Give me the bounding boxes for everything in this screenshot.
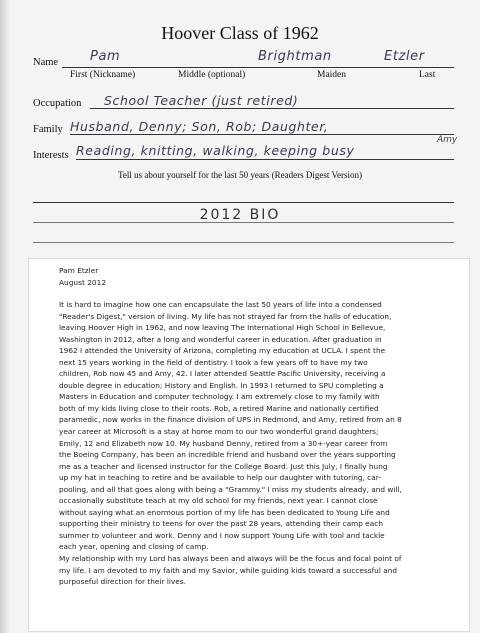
letter-author: Pam Etzler bbox=[59, 266, 99, 275]
last-sub-label: Last bbox=[419, 70, 436, 80]
letter-line: Washington in 2012, after a long and wonderful career in education. After graduation in bbox=[59, 334, 382, 344]
letter-line: It is hard to imagine how one can encapsulate the last 50 years of life into a condensed bbox=[59, 300, 382, 309]
letter-line: children, Rob now 45 and Amy, 42. I later attended Seattle Pacific University, receiving a bbox=[59, 369, 386, 379]
interests-line bbox=[76, 159, 454, 160]
family-extra-value: Amy bbox=[437, 135, 458, 145]
letter-line: up my hat in teaching to retire and be available to help our daughter with tutoring, car- bbox=[59, 473, 381, 483]
first-name-value: Pam bbox=[90, 49, 121, 64]
bio-handwritten-note: 2012 BIO bbox=[199, 207, 281, 223]
letter-line: both of my kids living close to their roots. Rob, a retired Marine and nationally certified bbox=[59, 403, 379, 413]
page-title: Hoover Class of 1962 bbox=[161, 23, 319, 43]
first-sub-label: First (Nickname) bbox=[70, 70, 136, 80]
letter-line: me as a teacher and licensed instructor for the College Board. Just this July, I finally hung bbox=[59, 461, 388, 471]
letter-line: my life. I am devoted to my faith and my Savior, while guiding kids toward a successful and bbox=[59, 565, 398, 575]
family-label: Family bbox=[33, 124, 63, 135]
letter-line: double degree in education; History and English. In 1993 I returned to SPU completing a bbox=[59, 380, 384, 390]
letter-line: 1962 I attended the University of Arizona, completing my education at UCLA. I spent the bbox=[59, 346, 386, 356]
family-value: Husband, Denny; Son, Rob; Daughter, bbox=[70, 119, 329, 134]
letter-line: Masters in Education and computer technology. I am extremely close to my family with bbox=[59, 392, 380, 402]
interests-value: Reading, knitting, walking, keeping busy bbox=[76, 143, 355, 158]
letter-line: each year, opening and closing of camp. bbox=[59, 542, 209, 552]
letter-line: paramedic, now works in the finance division of UPS in Redmond, and Amy, retired from an 8 bbox=[59, 415, 402, 425]
letter-body bbox=[59, 299, 467, 588]
letter-date: August 2012 bbox=[59, 278, 107, 287]
blank-line-3 bbox=[33, 242, 454, 243]
letter-line: Emily, 12 and Elizabeth now 10. My husband Denny, retired from a 30+-year career from bbox=[59, 438, 388, 448]
letter-line: year career at Microsoft is a stay at home mom to our two wonderful grand daughters; bbox=[59, 427, 379, 437]
letter-line: purposeful direction for their lives. bbox=[59, 577, 186, 587]
maiden-sub-label: Maiden bbox=[317, 70, 347, 80]
letter-line: "Reader's Digest," version of living. My life has not strayed far from the halls of education, bbox=[59, 311, 392, 321]
letter-line: pooling, and all that goes along with being a "Grammy." I miss my students already, and will, bbox=[59, 484, 402, 494]
interests-label: Interests bbox=[33, 150, 69, 161]
name-line bbox=[62, 67, 454, 68]
letter-line: occasionally substitute teach at my old school for my friends, next year. I cannot close bbox=[59, 496, 378, 506]
letter-line: My relationship with my Lord has always been and always will be the focus and focal point of bbox=[59, 554, 402, 564]
maiden-name-value: Brightman bbox=[258, 49, 332, 64]
letter-line: next 15 years working in the field of dentistry. I took a few years off to have my two bbox=[59, 357, 368, 367]
page-edge-shadow bbox=[0, 0, 10, 633]
name-label: Name bbox=[33, 57, 59, 68]
blank-line-1 bbox=[33, 202, 454, 203]
occupation-label: Occupation bbox=[33, 98, 82, 109]
tell-prompt: Tell us about yourself for the last 50 years (Readers Digest Version) bbox=[118, 170, 362, 180]
middle-sub-label: Middle (optional) bbox=[178, 70, 246, 80]
family-line bbox=[70, 134, 454, 135]
letter-line: without saying what an enormous portion of my life has been dedicated to Young Life and bbox=[59, 507, 390, 517]
letter-line: summer to volunteer and work. Denny and I now support Young Life with tool and tackle bbox=[59, 530, 385, 540]
attached-letter bbox=[28, 258, 470, 632]
letter-line: the Boeing Company, has been an incredible friend and husband over the years supporting bbox=[59, 450, 396, 460]
letter-line: leaving Hoover High in 1962, and now leaving The International High School in Bellevue, bbox=[59, 323, 386, 333]
letter-line: supporting their ministry to teens for over the past 28 years, attending their camp each bbox=[59, 519, 383, 529]
last-name-value: Etzler bbox=[384, 49, 425, 64]
occupation-value: School Teacher (just retired) bbox=[104, 93, 299, 108]
occupation-line bbox=[90, 108, 454, 109]
